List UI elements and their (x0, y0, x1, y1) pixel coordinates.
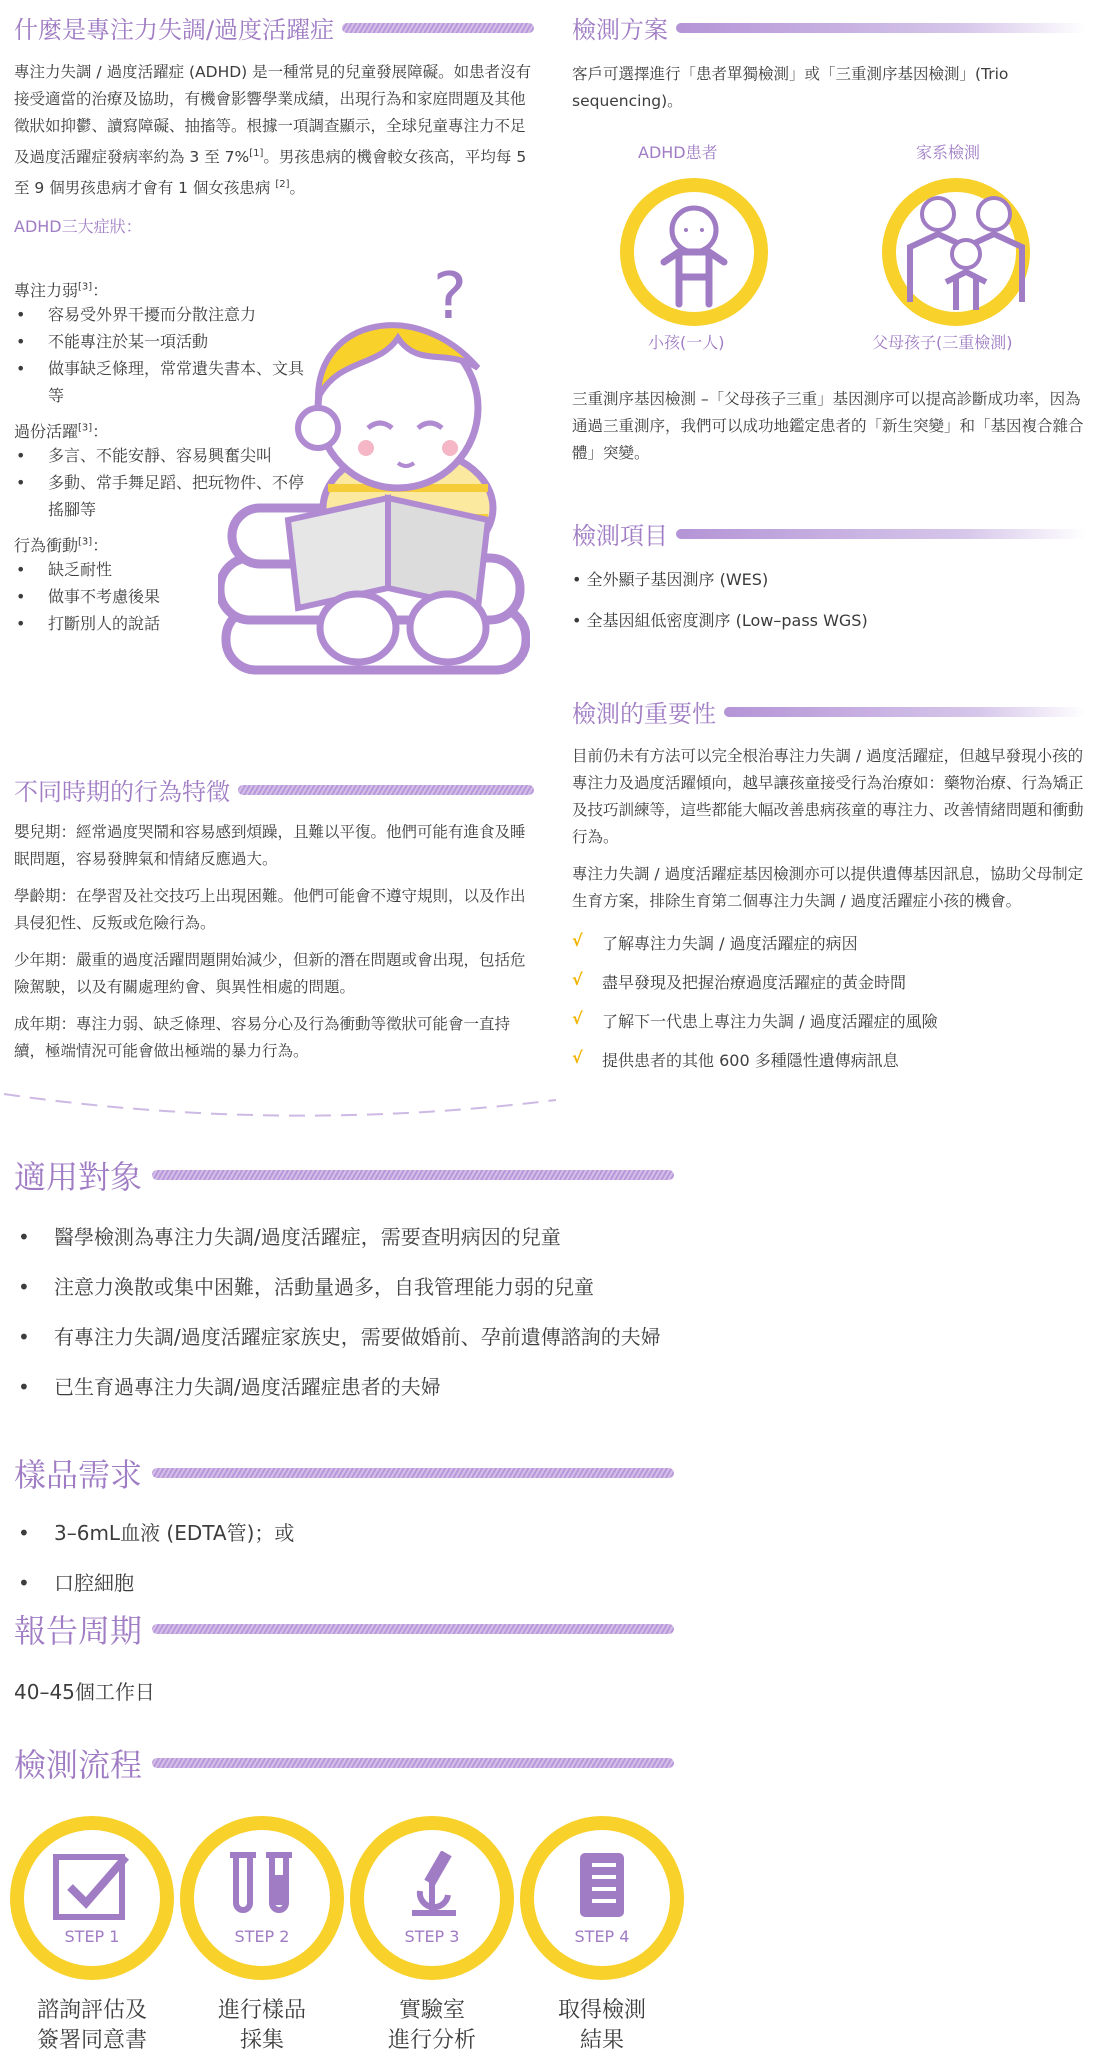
step-2 (180, 1816, 344, 1980)
family-circle (882, 178, 1030, 326)
symptom-group-hyperactive: 過份活躍[3]： • 多言、不能安靜、容易興奮尖叫 • 多動、常手舞足蹈、把玩物件、不停搖腳等 (14, 419, 304, 523)
plan-heading: 檢測方案 (572, 10, 1086, 45)
single-patient-circle (620, 178, 768, 326)
child-icon (634, 192, 754, 312)
list-item: • 全基因組低密度測序 (Low–pass WGS) (572, 611, 868, 630)
target-heading: 適用對象 (14, 1152, 674, 1198)
list-item: • 做事缺乏條理，常常遺失書本、文具等 (14, 355, 304, 409)
importance-section (572, 694, 1086, 1087)
period-school: 學齡期：在學習及社交技巧上出現困難。他們可能會不遵守規則，以及作出具侵犯性、反叛或危險行為。 (14, 887, 526, 932)
report-section (14, 1606, 674, 1705)
periods-section (14, 772, 534, 1065)
target-section (14, 1152, 674, 1422)
list-item: • 3–6mL血液 (EDTA管)；或 (14, 1518, 674, 1548)
items-section (572, 516, 1086, 631)
step-label: STEP 1 (64, 1926, 120, 1946)
list-item: • 注意力渙散或集中困難，活動量過多，自我管理能力弱的兒童 (14, 1272, 674, 1302)
divider-line (0, 1090, 560, 1130)
sample-heading: 樣品需求 (14, 1450, 674, 1496)
sample-section (14, 1450, 674, 1618)
process-heading: 檢測流程 (14, 1740, 674, 1786)
list-item: • 醫學檢測為專注力失調/過度活躍症，需要查明病因的兒童 (14, 1222, 674, 1252)
symptom-group-impulsive: 行為衝動[3]： • 缺乏耐性 • 做事不考慮後果 • 打斷別人的說話 (14, 533, 304, 637)
plan-text: 客戶可選擇進行「患者單獨檢測」或「三重測序基因檢測」(Trio sequencing)。 (572, 65, 1009, 110)
check-icon: √ (572, 931, 583, 950)
list-item: • 多動、常手舞足蹈、把玩物件、不停搖腳等 (14, 469, 304, 523)
plan-family-label: 家系檢測 (916, 143, 981, 162)
list-item: • 有專注力失調/過度活躍症家族史，需要做婚前、孕前遺傳諮詢的夫婦 (14, 1322, 664, 1352)
list-item: √ 盡早發現及把握治療過度活躍症的黃金時間 (572, 970, 907, 992)
check-icon: √ (572, 970, 583, 989)
step-1-caption: 諮詢評估及 簽署同意書 (36, 1998, 147, 2053)
period-infant: 嬰兒期：經常過度哭鬧和容易感到煩躁，且難以平復。他們可能有進食及睡眠問題，容易發脾氣和情緒反應過大。 (14, 823, 526, 868)
sample-list (14, 1518, 674, 1598)
list-item: • 不能專注於某一項活動 (14, 328, 304, 355)
trio-text: 三重測序基因檢測 –「父母孩子三重」基因測序可以提高診斷成功率，因為通過三重測序，我們可以成功地鑑定患者的「新生突變」和「基因複合雜合體」突變。 (572, 390, 1084, 462)
plan-patient-label: ADHD患者 (638, 143, 718, 162)
test-tube-icon (222, 1851, 302, 1921)
list-item: • 多言、不能安靜、容易興奮尖叫 (14, 442, 304, 469)
family-icon (896, 192, 1036, 312)
step-label: STEP 4 (574, 1926, 630, 1946)
checkbox-icon (52, 1851, 132, 1921)
step-4 (520, 1816, 684, 1980)
list-item: • 打斷別人的說話 (14, 610, 304, 637)
list-item: √ 了解專注力失調 / 過度活躍症的病因 (572, 931, 858, 953)
step-3 (350, 1816, 514, 1980)
plan-child-label: 小孩(一人) (648, 333, 725, 352)
step-3-caption: 實驗室 進行分析 (387, 1998, 476, 2053)
importance-list (572, 931, 1086, 1071)
list-item: • 口腔細胞 (14, 1568, 674, 1598)
report-period: 40–45個工作日 (14, 1680, 155, 1704)
step-1 (10, 1816, 174, 1980)
symptoms-label: ADHD三大症狀： (14, 217, 142, 237)
step-4-caption: 取得檢測 結果 (557, 1998, 646, 2053)
check-icon: √ (572, 1048, 583, 1067)
list-item: • 缺乏耐性 (14, 556, 304, 583)
importance-heading: 檢測的重要性 (572, 694, 1086, 729)
target-list (14, 1222, 674, 1402)
plan-trio-label: 父母孩子(三重檢測) (872, 333, 1013, 352)
report-icon (562, 1851, 642, 1921)
symptom-group-attention: 專注力弱[3]： • 容易受外界干擾而分散注意力 • 不能專注於某一項活動 • 做事缺乏條理，常常遺失書本、文具等 (14, 278, 304, 409)
process-section (14, 1740, 674, 1786)
step-label: STEP 2 (234, 1926, 290, 1946)
report-heading: 報告周期 (14, 1606, 674, 1652)
list-item: • 容易受外界干擾而分散注意力 (14, 301, 304, 328)
list-item: • 做事不考慮後果 (14, 583, 304, 610)
step-label: STEP 3 (404, 1926, 460, 1946)
microscope-icon (392, 1851, 472, 1921)
svg-text:?: ? (433, 260, 467, 334)
importance-p2: 專注力失調 / 過度活躍症基因檢測亦可以提供遺傳基因訊息，協助父母制定生育方案，排除生育第二個專注力失調 / 過度活躍症小孩的機會。 (572, 865, 1084, 910)
period-teen: 少年期：嚴重的過度活躍問題開始減少，但新的潛在問題或會出現，包括危險駕駛，以及有關處理約會、與異性相處的問題。 (14, 951, 526, 996)
list-item: • 已生育過專注力失調/過度活躍症患者的夫婦 (14, 1372, 674, 1402)
period-adult: 成年期：專注力弱、缺乏條理、容易分心及行為衝動等徵狀可能會一直持續，極端情況可能會做出極端的暴力行為。 (14, 1015, 511, 1060)
list-item: √ 了解下一代患上專注力失調 / 過度活躍症的風險 (572, 1009, 938, 1031)
plan-section (572, 10, 1086, 115)
list-item: • 全外顯子基因測序 (WES) (572, 570, 769, 589)
list-item: √ 提供患者的其他 600 多種隱性遺傳病訊息 (572, 1048, 899, 1070)
importance-p1: 目前仍未有方法可以完全根治專注力失調 / 過度活躍症，但越早發現小孩的專注力及過度活躍傾向，越早讓孩童接受行為治療如：藥物治療、行為矯正及技巧訓練等，這些都能大幅改善患病孩童的專注力、改善情緒問題和衝動行為。 (572, 747, 1084, 846)
check-icon: √ (572, 1009, 583, 1028)
child-reading-illustration (218, 258, 530, 698)
items-heading: 檢測項目 (572, 516, 1086, 551)
step-2-caption: 進行樣品 採集 (217, 1998, 306, 2053)
adhd-intro: 專注力失調 / 過度活躍症 (ADHD) 是一種常見的兒童發展障礙。如患者沒有接受適當的治療及協助，有機會影響學業成績，出現行為和家庭問題及其他徵狀如抑鬱、讀寫障礙、抽搐等。根據一項調查顯示，全球兒童專注力不足及過度活躍症發病率約為 3 至 7%[1]。男孩患病的機會較女孩高，平均每 5 至 9 個男孩患病才會有 1 個女孩患病 [2]。 (14, 63, 532, 198)
adhd-heading: 什麼是專注力失調/過度活躍症 (14, 10, 534, 45)
periods-heading: 不同時期的行為特徵 (14, 772, 534, 807)
adhd-section (14, 10, 534, 237)
